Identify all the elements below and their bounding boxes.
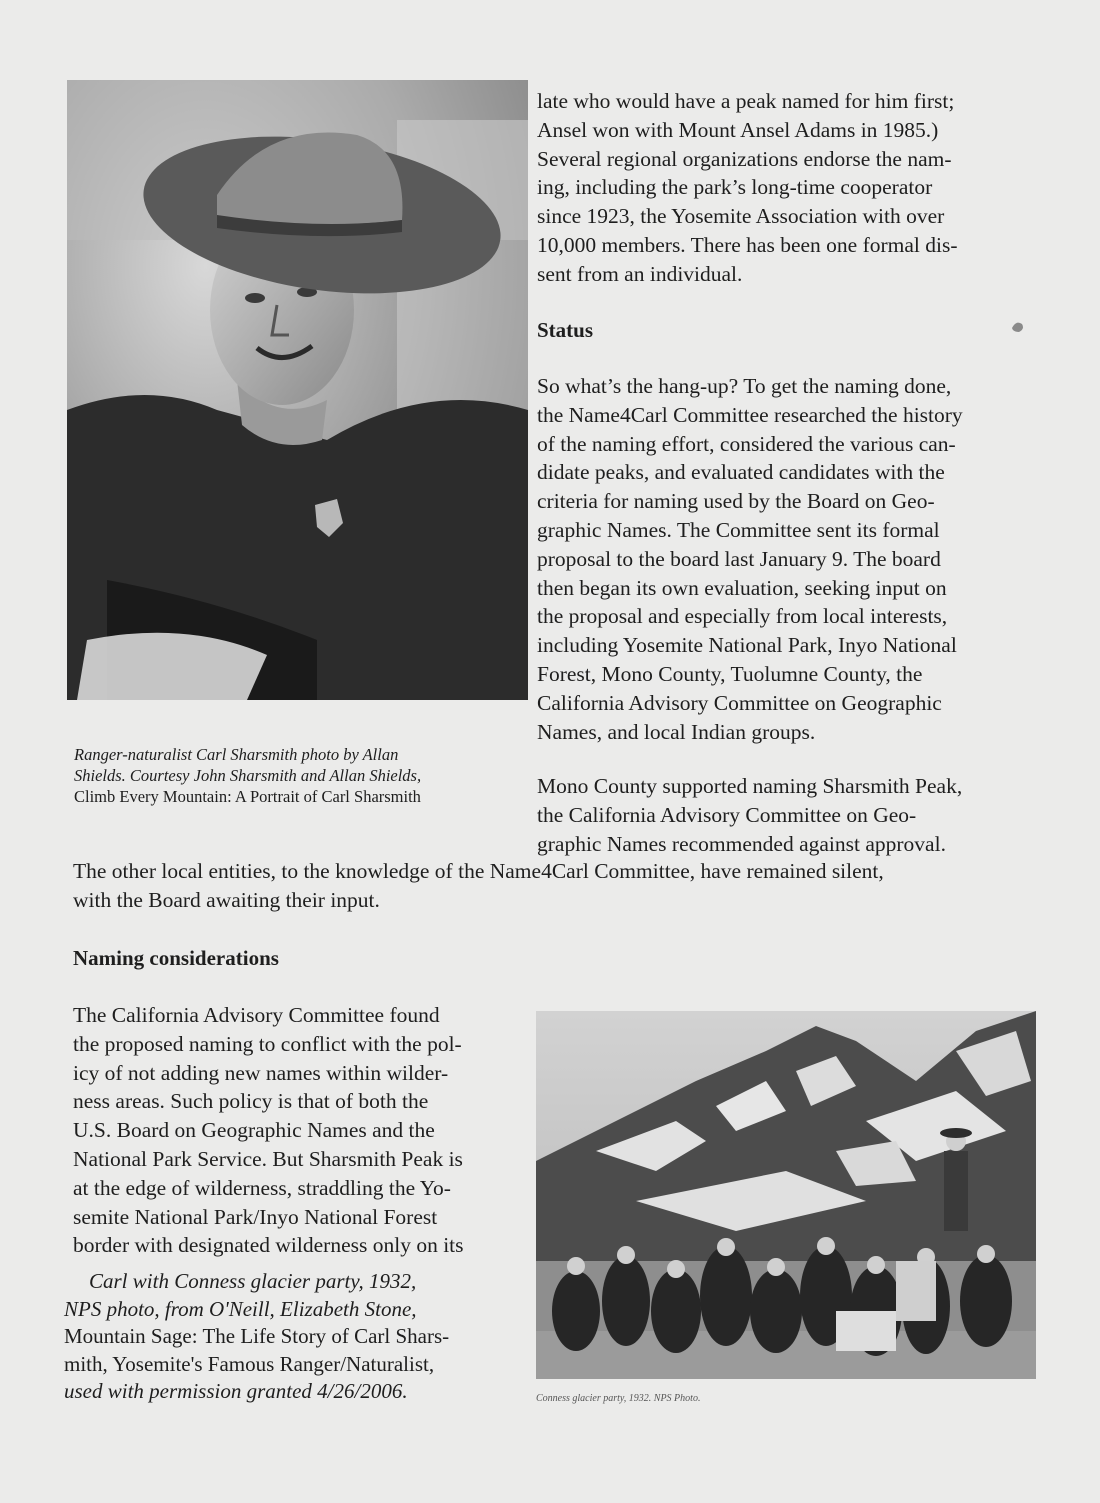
naming-considerations-heading: Naming considerations — [73, 946, 279, 970]
text-line: border with designated wilderness only on its — [73, 1233, 464, 1258]
text-line: then began its own evaluation, seeking input on — [537, 575, 947, 600]
text-line: ing, including the park’s long-time cooperator — [537, 175, 933, 200]
status-heading: Status — [537, 318, 594, 342]
ranger-portrait-image — [67, 80, 528, 700]
status-paragraph-2-continued — [73, 857, 884, 915]
caption-line: Carl with Conness glacier party, 1932, — [89, 1269, 417, 1293]
glacier-party-photo — [536, 1011, 1036, 1379]
text-line: graphic Names. The Committee sent its formal — [537, 517, 940, 542]
text-line: California Advisory Committee on Geographic — [537, 690, 942, 715]
group-photo-caption — [64, 1268, 449, 1406]
text-line: icy of not adding new names within wilder- — [73, 1060, 449, 1085]
text-line: at the edge of wilderness, straddling the Yo- — [73, 1175, 451, 1200]
intro-paragraph — [537, 87, 958, 289]
caption-line: NPS photo, from O'Neill, Elizabeth Stone, — [64, 1296, 417, 1321]
caption-book-title: Climb Every Mountain: A Portrait of Carl Sharsmith — [74, 787, 421, 806]
text-line: graphic Names recommended against approval. — [537, 831, 946, 856]
status-paragraph-2 — [537, 772, 962, 858]
text-line: Mono County supported naming Sharsmith Peak, — [537, 774, 963, 798]
status-paragraph — [537, 372, 963, 746]
text-line: The other local entities, to the knowledge of the Name4Carl Committee, have remained silent, — [73, 859, 884, 883]
text-line: late who would have a peak named for him first; — [537, 89, 955, 113]
text-line: National Park Service. But Sharsmith Peak is — [73, 1146, 463, 1171]
caption-line: used with permission granted 4/26/2006. — [64, 1379, 408, 1403]
text-line: since 1923, the Yosemite Association with over — [537, 204, 945, 229]
caption-book-title: Mountain Sage: The Life Story of Carl Shars- — [64, 1324, 450, 1348]
portrait-caption — [74, 744, 421, 807]
text-line: sent from an individual. — [537, 261, 743, 286]
glacier-party-image — [536, 1011, 1036, 1379]
text-line: proposal to the board last January 9. The board — [537, 546, 941, 571]
ranger-portrait-photo — [67, 80, 528, 700]
caption-line: Shields. Courtesy John Sharsmith and Allan Shields, — [74, 766, 422, 785]
caption-book-title: mith, Yosemite's Famous Ranger/Naturalist, — [64, 1351, 435, 1376]
text-line: Several regional organizations endorse the nam- — [537, 146, 952, 171]
text-line: U.S. Board on Geographic Names and the — [73, 1118, 435, 1143]
text-line: with the Board awaiting their input. — [73, 887, 380, 912]
text-line: Ansel won with Mount Ansel Adams in 1985.) — [537, 117, 939, 142]
text-line: including Yosemite National Park, Inyo National — [537, 633, 957, 658]
text-line: 10,000 members. There has been one formal dis- — [537, 232, 958, 257]
text-line: the proposal and especially from local interests, — [537, 604, 948, 629]
text-line: the proposed naming to conflict with the pol- — [73, 1031, 462, 1056]
text-line: didate peaks, and evaluated candidates with the — [537, 460, 945, 485]
text-line: semite National Park/Inyo National Forest — [73, 1204, 438, 1229]
text-line: criteria for naming used by the Board on Geo- — [537, 489, 935, 514]
text-line: ness areas. Such policy is that of both the — [73, 1089, 429, 1114]
text-line: Names, and local Indian groups. — [537, 719, 816, 744]
group-photo-inner-caption: Conness glacier party, 1932. NPS Photo. — [536, 1393, 701, 1404]
text-line: the California Advisory Committee on Geo- — [537, 802, 917, 827]
text-line: of the naming effort, considered the various can- — [537, 431, 956, 456]
caption-line: Ranger-naturalist Carl Sharsmith photo by Allan — [74, 745, 399, 764]
naming-paragraph — [73, 1001, 464, 1260]
text-line: The California Advisory Committee found — [73, 1003, 440, 1027]
text-line: the Name4Carl Committee researched the history — [537, 402, 963, 427]
scan-speck — [1010, 320, 1026, 333]
text-line: Forest, Mono County, Tuolumne County, the — [537, 661, 923, 686]
text-line: So what’s the hang-up? To get the naming done, — [537, 374, 952, 398]
